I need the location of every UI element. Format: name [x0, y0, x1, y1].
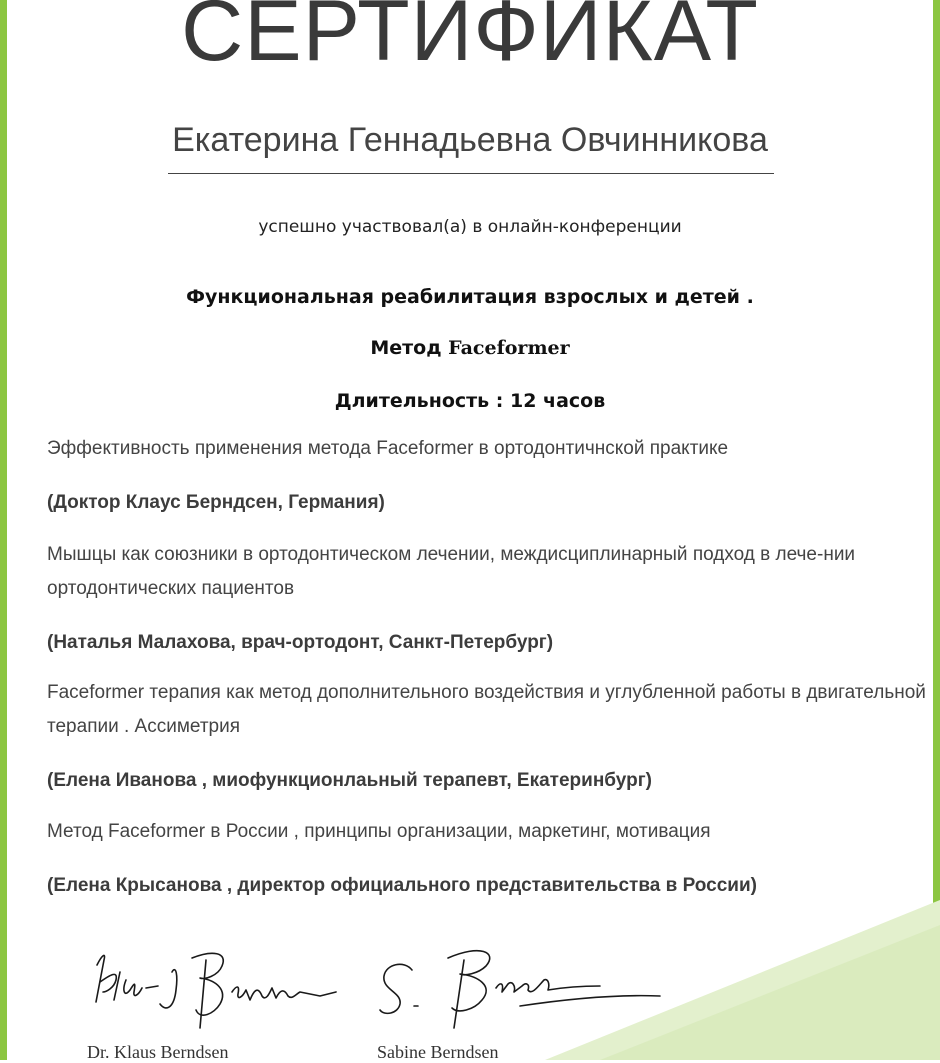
talk-topic: Метод Faceformer в России , принципы организации, маркетинг, мотивация — [47, 821, 711, 842]
talk-speaker: (Елена Иванова , миофункционлаьный терапевт, Екатеринбург) — [47, 770, 652, 791]
conference-title: Функциональная реабилитация взрослых и детей . — [186, 286, 754, 308]
talk-topic: Эффективность применения метода Faceformer в ортодонтичнской практике — [47, 438, 729, 459]
talk-speaker: (Елена Крысанова , директор официального представительства в России) — [47, 875, 757, 896]
talk-topic: Faceformer терапия как метод дополнительного воздействия и углубленной работы в двигательной терапии . Ассиметрия — [47, 682, 926, 737]
participation-text: успешно участвовал(а) в онлайн-конференции — [258, 217, 682, 237]
method-prefix: Метод — [370, 337, 449, 359]
method-line — [0, 337, 940, 359]
signatures-area — [0, 930, 700, 1040]
duration: Длительность : 12 часов — [334, 390, 606, 412]
signature-label: Dr. Klaus Berndsen — [87, 1042, 229, 1062]
certificate-title: СЕРТИФИКАТ — [181, 0, 759, 79]
talk-speaker: (Наталья Малахова, врач-ортодонт, Санкт-Петербург) — [47, 632, 554, 653]
signature-klaus-berndsen — [96, 953, 336, 1028]
recipient-name: Екатерина Геннадьевна Овчинникова — [172, 121, 768, 159]
talk-speaker: (Доктор Клаус Берндсен, Германия) — [47, 492, 385, 513]
signature-sabine-berndsen — [380, 951, 660, 1028]
method-name: Faceformer — [448, 337, 570, 359]
talk-topic: Мышцы как союзники в ортодонтическом лечении, междисциплинарный подход в лече-нии ортодонтических пациентов — [47, 544, 856, 599]
signature-label: Sabine Berndsen — [377, 1042, 499, 1062]
name-underline — [168, 173, 774, 174]
